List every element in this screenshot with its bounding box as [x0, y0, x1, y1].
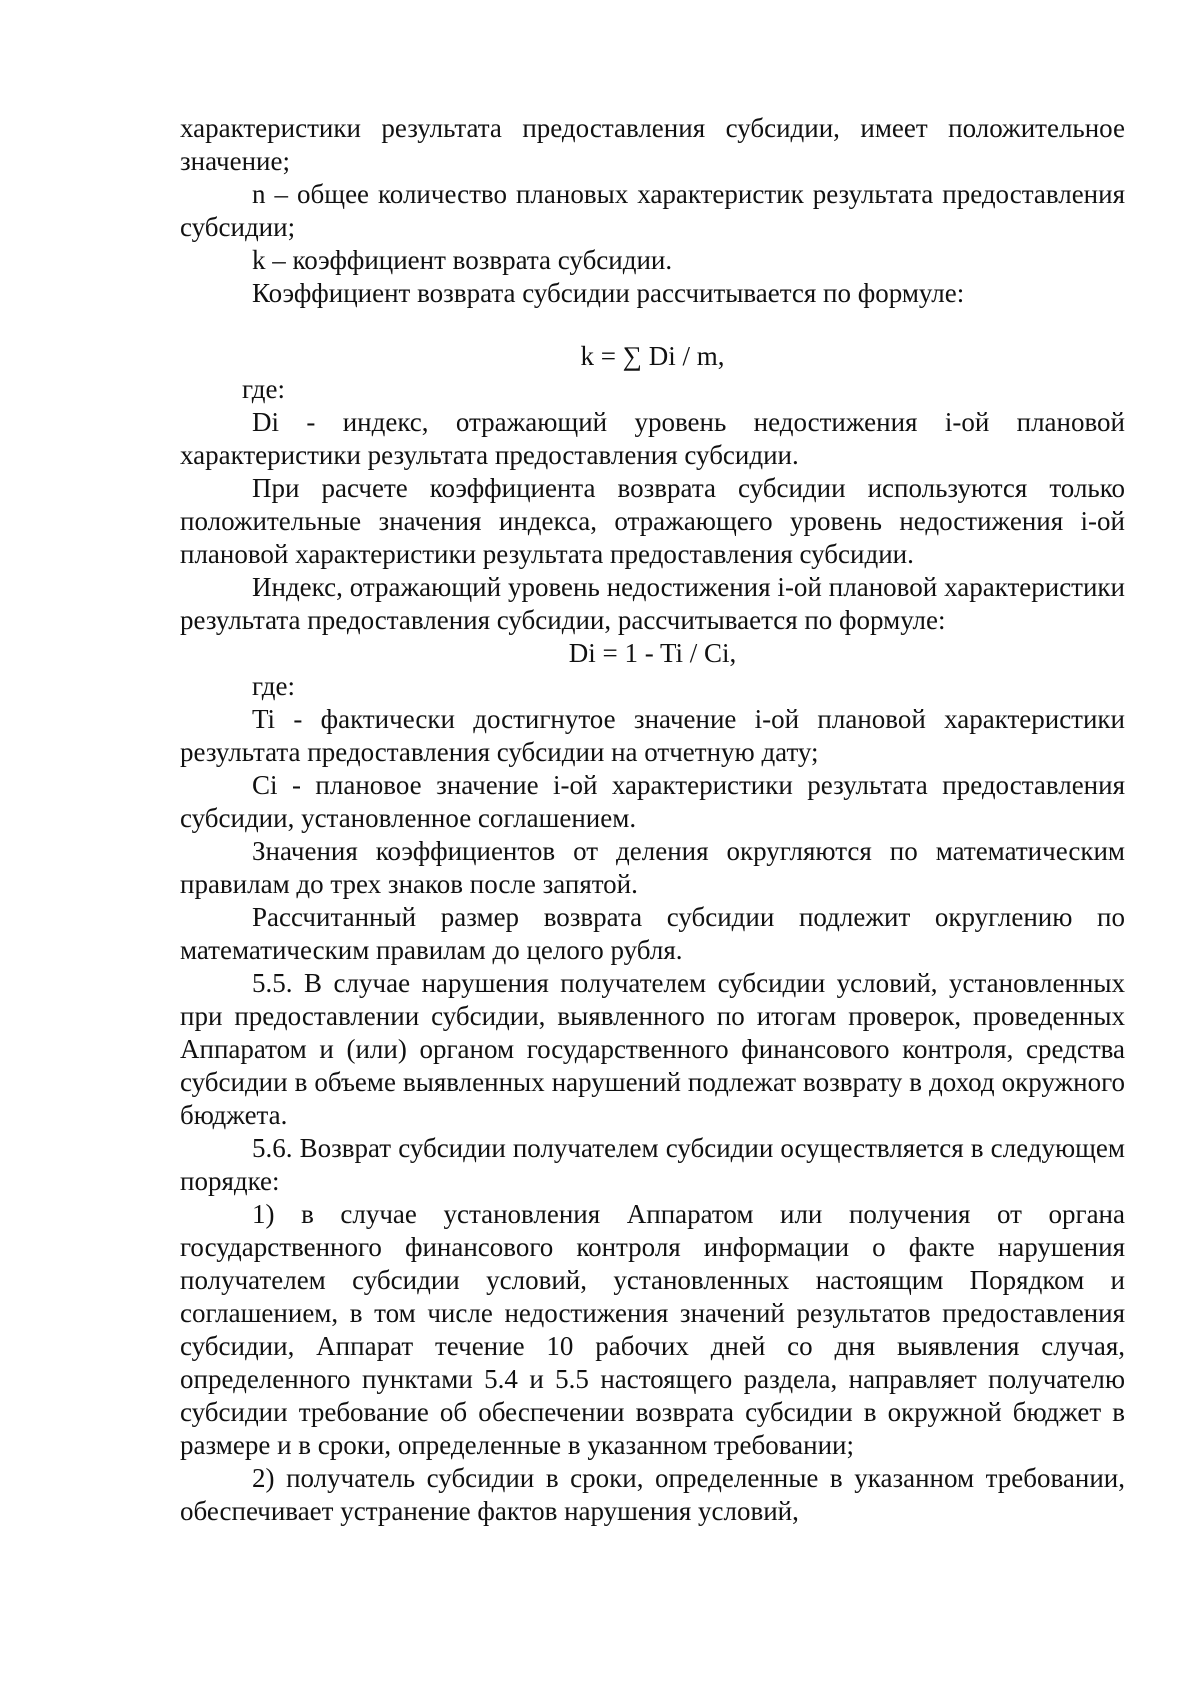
paragraph-value-definition: характеристики результата предоставления субсидии, имеет положительное значение; — [180, 113, 1125, 176]
paragraph-clause-5-6: 5.6. Возврат субсидии получателем субсидии осуществляется в следующем порядке: — [180, 1133, 1125, 1196]
paragraph-n-definition: n – общее количество плановых характеристик результата предоставления субсидии; — [180, 179, 1125, 242]
paragraph-ti-definition: Ti - фактически достигнутое значение i-ой плановой характеристики результата предоставления субсидии на отчетную дату; — [180, 704, 1125, 767]
paragraph-item-1: 1) в случае установления Аппаратом или получения от органа государственного финансового контроля информации о факте нарушения получателем субсидии условий, установленных настоящим Порядком и соглашением, в том числе недостижения значений результатов предоставления субсидии, Аппарат течение 10 рабочих дней со дня выявления случая, определенного пунктами 5.4 и 5.5 настоящего раздела, направляет получателю субсидии требование об обеспечении возврата субсидии в окружной бюджет в размере и в сроки, определенные в указанном требовании; — [180, 1199, 1125, 1460]
paragraph-where-2: где: — [252, 671, 295, 701]
paragraph-rounding-coefficients: Значения коэффициентов от деления округляются по математическим правилам до трех знаков после запятой. — [180, 836, 1125, 899]
paragraph-item-2: 2) получатель субсидии в сроки, определенные в указанном требовании, обеспечивает устранение фактов нарушения условий, — [180, 1463, 1125, 1526]
paragraph-positive-values: При расчете коэффициента возврата субсидии используются только положительные значения индекса, отражающего уровень недостижения i-ой плановой характеристики результата предоставления субсидии. — [180, 473, 1125, 569]
paragraph-where-1: где: — [242, 374, 285, 404]
paragraph-k-formula-intro: Коэффициент возврата субсидии рассчитывается по формуле: — [252, 278, 965, 308]
paragraph-clause-5-5: 5.5. В случае нарушения получателем субсидии условий, установленных при предоставлении субсидии, выявленного по итогам проверок, проведенных Аппаратом и (или) органом государственного финансового контроля, средства субсидии в объеме выявленных нарушений подлежат возврату в доход окружного бюджета. — [180, 968, 1125, 1130]
formula-di: Di = 1 - Ti / Ci, — [568, 638, 737, 668]
paragraph-index-formula-intro: Индекс, отражающий уровень недостижения i-ой плановой характеристики результата предоставления субсидии, рассчитывается по формуле: — [180, 572, 1125, 635]
document-body — [180, 112, 1125, 1528]
paragraph-ci-definition: Ci - плановое значение i-ой характеристики результата предоставления субсидии, установленное соглашением. — [180, 770, 1125, 833]
formula-k: k = ∑ Di / m, — [580, 341, 725, 371]
paragraph-rounding-amount: Рассчитанный размер возврата субсидии подлежит округлению по математическим правилам до целого рубля. — [180, 902, 1125, 965]
paragraph-k-definition: k – коэффициент возврата субсидии. — [252, 245, 673, 275]
paragraph-di-definition: Di - индекс, отражающий уровень недостижения i-ой плановой характеристики результата предоставления субсидии. — [180, 407, 1125, 470]
